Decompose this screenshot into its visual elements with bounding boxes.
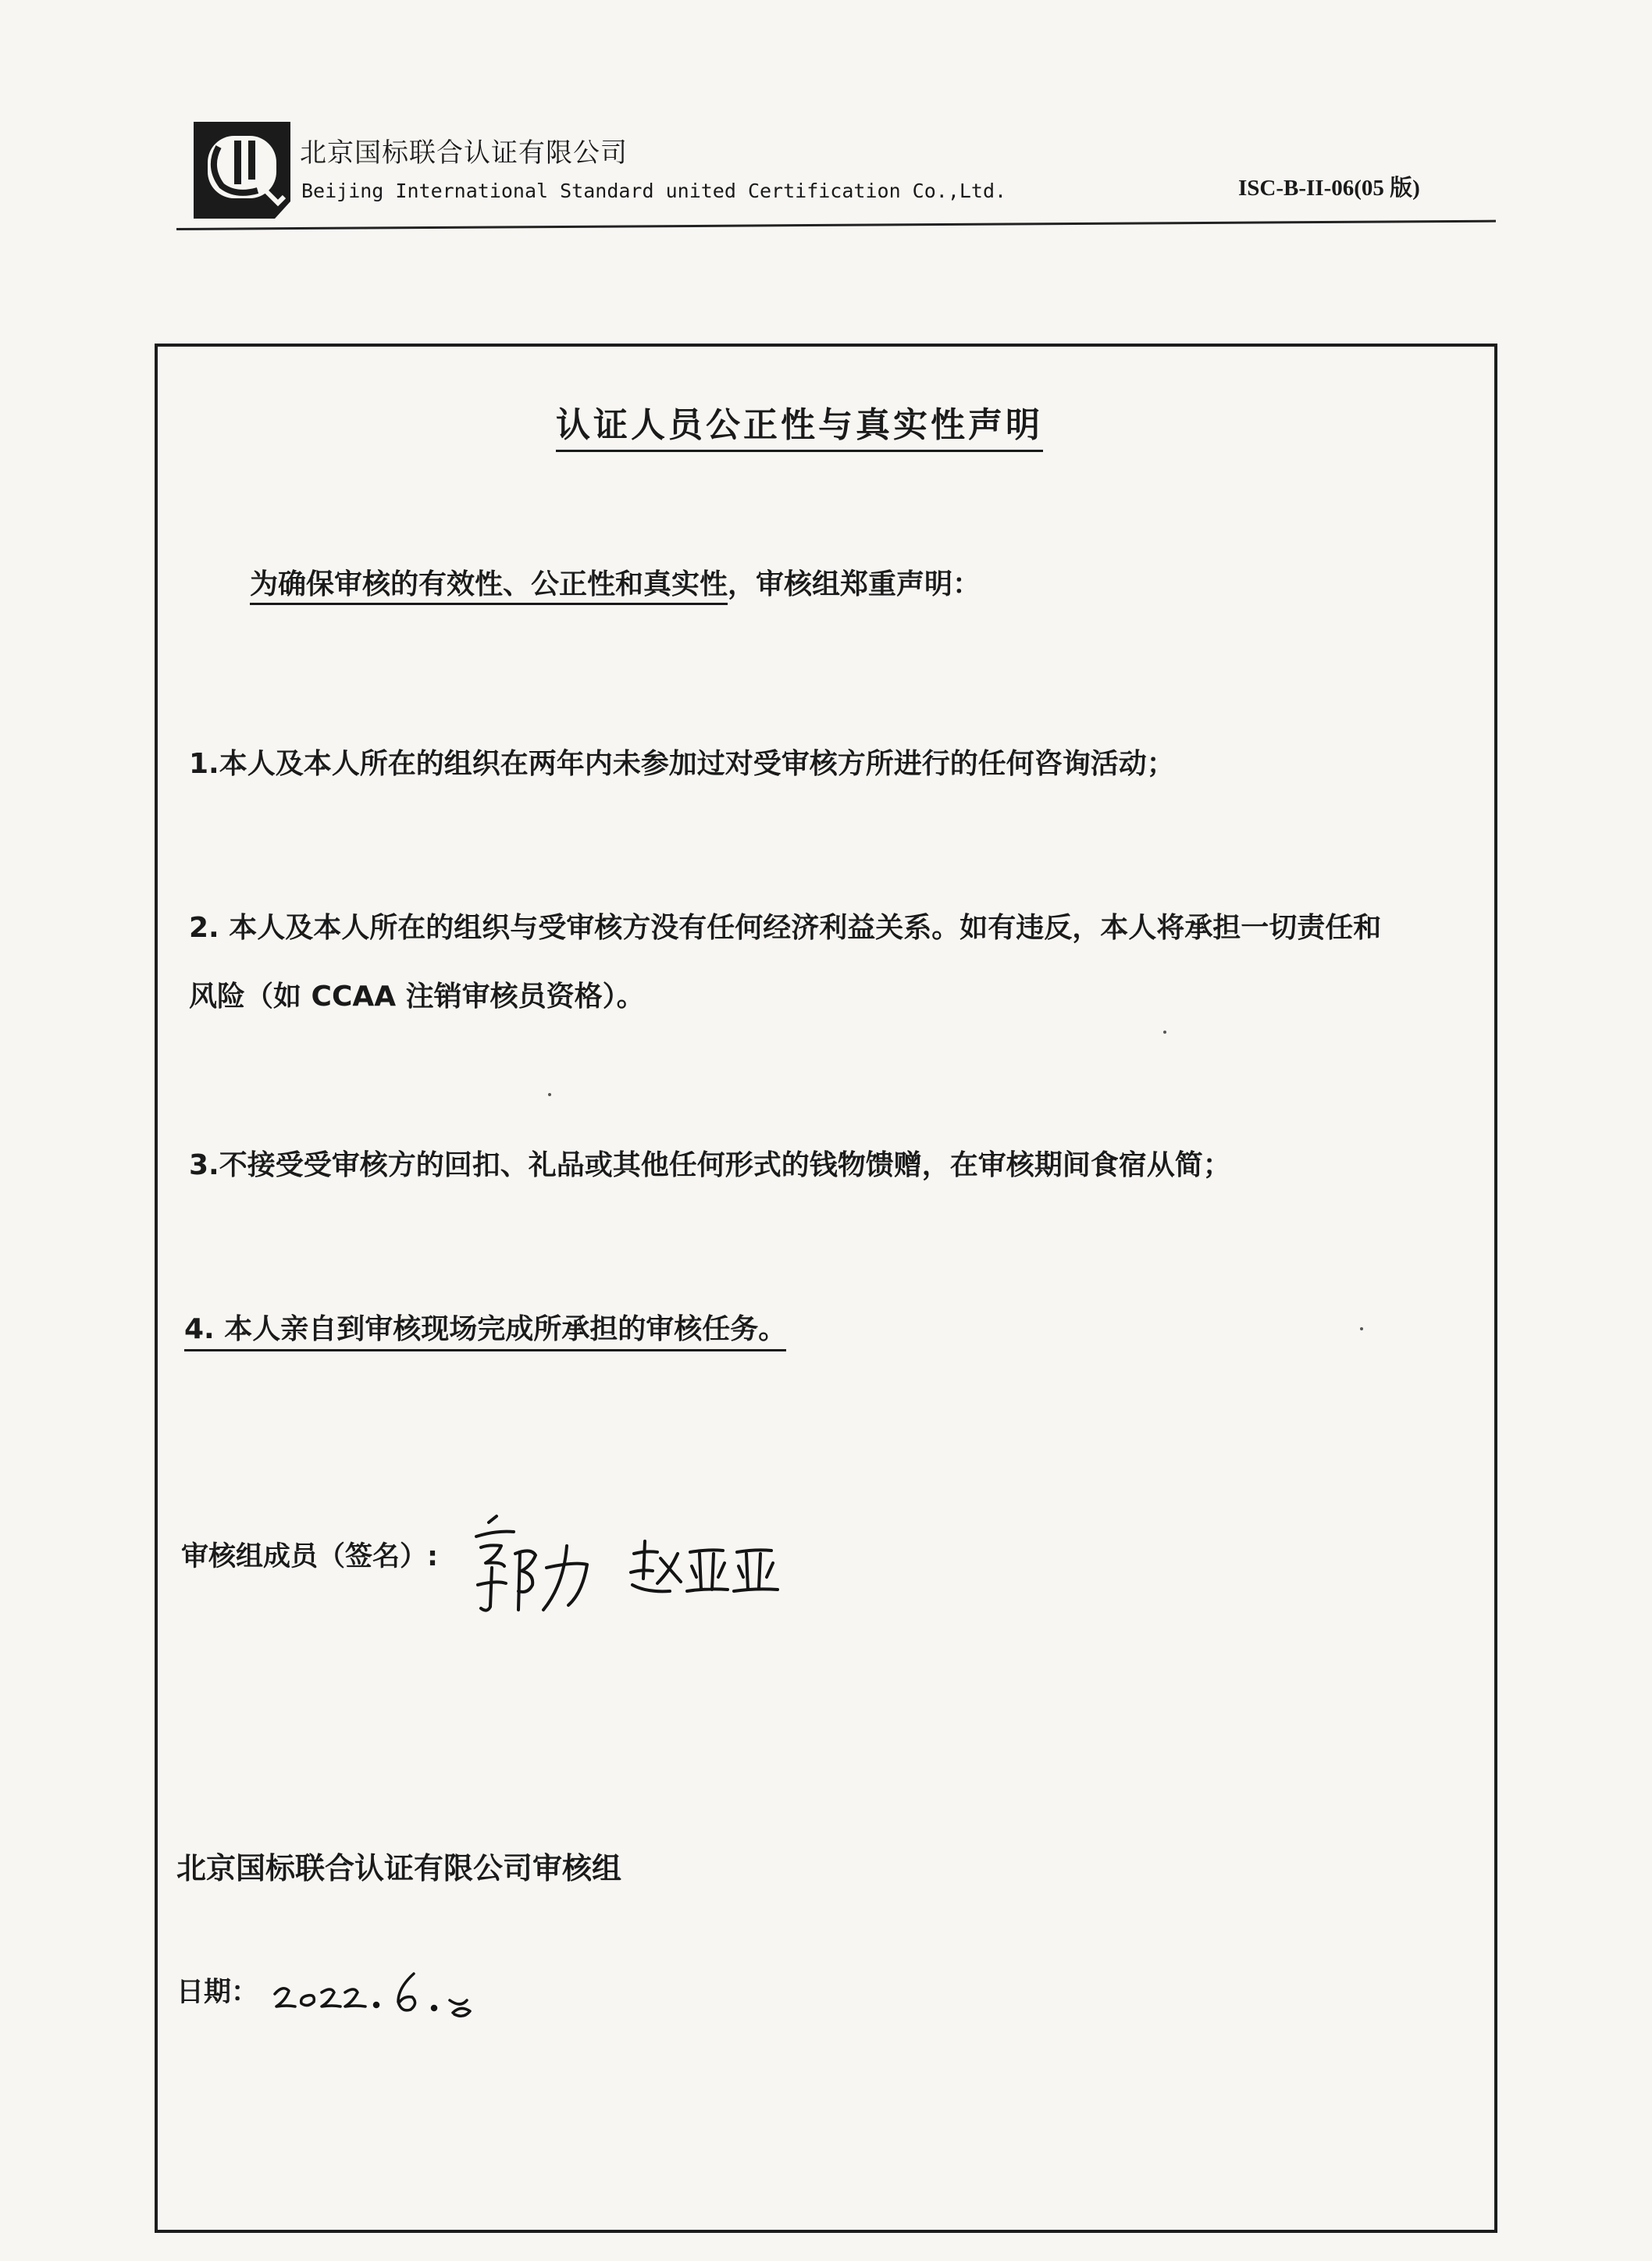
audit-team-organization: 北京国标联合认证有限公司审核组: [176, 1851, 622, 1885]
form-title: 认证人员公正性与真实性声明: [556, 397, 1043, 452]
declaration-item-2: 2. 本人及本人所在的组织与受审核方没有任何经济利益关系。如有违反，本人将承担一切责任和: [189, 912, 1382, 944]
scan-speck: [548, 1093, 551, 1096]
intro-underlined: 为确保审核的有效性、公正性和真实性: [250, 568, 728, 605]
intro-rest: ，审核组郑重声明：: [728, 568, 981, 600]
bisc-logo-icon: [190, 119, 294, 222]
declaration-item-2-continued: 风险（如 CCAA 注销审核员资格）。: [189, 981, 645, 1013]
form-frame: [155, 344, 1497, 2233]
scan-speck: [1360, 1327, 1363, 1330]
member-signatures: [465, 1507, 824, 1624]
members-signature-label: 审核组成员（签名）:: [181, 1541, 438, 1572]
scan-speck: [1163, 1031, 1166, 1034]
declaration-item-3: 3.不接受受审核方的回扣、礼品或其他任何形式的钱物馈赠，在审核期间食宿从简；: [189, 1149, 1231, 1181]
company-name-cn: 北京国标联合认证有限公司: [300, 137, 628, 169]
company-name-en: Beijing International Standard united Certification Co.,Ltd.: [301, 180, 1007, 202]
handwritten-date: [270, 1957, 481, 2027]
document-code: ISC-B-II-06(05 版): [1238, 176, 1420, 201]
date-label: 日期：: [176, 1977, 259, 2008]
header-divider: [176, 220, 1496, 230]
declaration-item-1: 1.本人及本人所在的组织在两年内未参加过对受审核方所进行的任何咨询活动；: [189, 748, 1175, 780]
declaration-item-4: 4. 本人亲自到审核现场完成所承担的审核任务。: [184, 1307, 786, 1351]
declaration-intro: [250, 562, 981, 602]
